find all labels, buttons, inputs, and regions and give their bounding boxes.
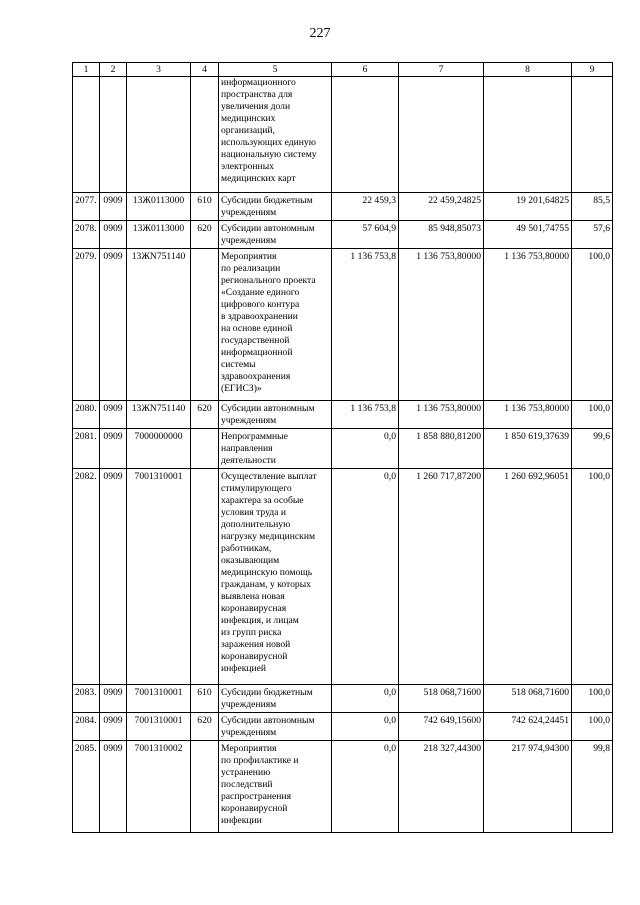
executed-amount: 19 201,64825 [484,193,572,221]
execution-percent: 99,8 [572,741,613,833]
row-number: 2080. [73,401,100,429]
refined-amount: 218 327,44300 [399,741,484,833]
row-number: 2079. [73,249,100,401]
table-row [73,713,613,741]
executed-amount: 217 974,94300 [484,741,572,833]
executed-amount: 49 501,74755 [484,221,572,249]
plan-amount: 0,0 [332,741,399,833]
section-code: 0909 [100,429,127,469]
target-article: 13Ж0113000 [127,193,191,221]
plan-amount: 0,0 [332,429,399,469]
expense-type [191,77,219,193]
execution-percent: 57,6 [572,221,613,249]
expense-type [191,469,219,685]
plan-amount: 0,0 [332,469,399,685]
execution-percent: 99,6 [572,429,613,469]
executed-amount: 1 260 692,96051 [484,469,572,685]
column-header: 1 [73,63,100,77]
target-article: 13Ж0113000 [127,221,191,249]
section-code: 0909 [100,713,127,741]
plan-amount: 1 136 753,8 [332,401,399,429]
column-header: 6 [332,63,399,77]
table-row [73,741,613,833]
section-code: 0909 [100,685,127,713]
page-number: 227 [309,26,331,41]
row-number: 2083. [73,685,100,713]
executed-amount: 742 624,24451 [484,713,572,741]
expense-type: 620 [191,713,219,741]
row-number: 2082. [73,469,100,685]
executed-amount: 518 068,71600 [484,685,572,713]
column-header: 5 [219,63,332,77]
item-name: Субсидии автономным учреждениям [219,713,332,741]
target-article: 7001310002 [127,741,191,833]
target-article [127,77,191,193]
execution-percent: 85,5 [572,193,613,221]
execution-percent: 100,0 [572,713,613,741]
executed-amount: 1 136 753,80000 [484,249,572,401]
refined-amount: 518 068,71600 [399,685,484,713]
row-number [73,77,100,193]
table-row [73,469,613,685]
table-row [73,221,613,249]
item-name: Мероприятия по реализации регионального проекта «Создание единого цифрового контура в здравоохранении на основе единой государственной информационной системы здравоохранения (ЕГИСЗ)» [219,249,332,401]
target-article: 7001310001 [127,713,191,741]
plan-amount [332,77,399,193]
execution-percent [572,77,613,193]
plan-amount: 1 136 753,8 [332,249,399,401]
item-name: информационного пространства для увеличения доли медицинских организаций, использующих единую национальную систему электронных медицинских карт [219,77,332,193]
executed-amount [484,77,572,193]
item-name: Субсидии автономным учреждениям [219,401,332,429]
execution-percent: 100,0 [572,469,613,685]
column-header: 3 [127,63,191,77]
column-header: 8 [484,63,572,77]
refined-amount: 22 459,24825 [399,193,484,221]
section-code: 0909 [100,469,127,685]
refined-amount: 85 948,85073 [399,221,484,249]
plan-amount: 0,0 [332,685,399,713]
header-row [73,63,613,77]
column-header: 2 [100,63,127,77]
table-row [73,249,613,401]
expense-type: 620 [191,221,219,249]
plan-amount: 22 459,3 [332,193,399,221]
section-code: 0909 [100,249,127,401]
table-row [73,193,613,221]
expense-type [191,429,219,469]
target-article: 7000000000 [127,429,191,469]
section-code [100,77,127,193]
table-row [73,685,613,713]
row-number: 2081. [73,429,100,469]
expense-type [191,249,219,401]
section-code: 0909 [100,401,127,429]
column-header: 4 [191,63,219,77]
row-number: 2077. [73,193,100,221]
refined-amount: 1 136 753,80000 [399,249,484,401]
item-name: Субсидии автономным учреждениям [219,221,332,249]
expense-type: 610 [191,193,219,221]
section-code: 0909 [100,741,127,833]
column-header: 7 [399,63,484,77]
item-name: Непрограммные направления деятельности [219,429,332,469]
execution-percent: 100,0 [572,685,613,713]
refined-amount: 742 649,15600 [399,713,484,741]
refined-amount: 1 136 753,80000 [399,401,484,429]
item-name: Субсидии бюджетным учреждениям [219,193,332,221]
expense-type: 620 [191,401,219,429]
budget-table [72,62,613,833]
item-name: Осуществление выплат стимулирующего характера за особые условия труда и дополнительную нагрузку медицинским работникам, оказывающим медицинскую помощь гражданам, у которых выявлена новая коронавирусная инфекция, и лицам из групп риска заражения новой коронавирусной инфекцией [219,469,332,685]
section-code: 0909 [100,221,127,249]
row-number: 2085. [73,741,100,833]
refined-amount: 1 260 717,87200 [399,469,484,685]
target-article: 7001310001 [127,685,191,713]
expense-type [191,741,219,833]
row-number: 2078. [73,221,100,249]
refined-amount [399,77,484,193]
executed-amount: 1 850 619,37639 [484,429,572,469]
item-name: Мероприятия по профилактике и устранению последствий распространения коронавирусной инфекции [219,741,332,833]
executed-amount: 1 136 753,80000 [484,401,572,429]
column-header: 9 [572,63,613,77]
target-article: 7001310001 [127,469,191,685]
plan-amount: 0,0 [332,713,399,741]
section-code: 0909 [100,193,127,221]
table-row [73,429,613,469]
table-row [73,77,613,193]
execution-percent: 100,0 [572,249,613,401]
plan-amount: 57 604,9 [332,221,399,249]
execution-percent: 100,0 [572,401,613,429]
expense-type: 610 [191,685,219,713]
row-number: 2084. [73,713,100,741]
target-article: 13ЖN751140 [127,249,191,401]
item-name: Субсидии бюджетным учреждениям [219,685,332,713]
table-row [73,401,613,429]
refined-amount: 1 858 880,81200 [399,429,484,469]
target-article: 13ЖN751140 [127,401,191,429]
